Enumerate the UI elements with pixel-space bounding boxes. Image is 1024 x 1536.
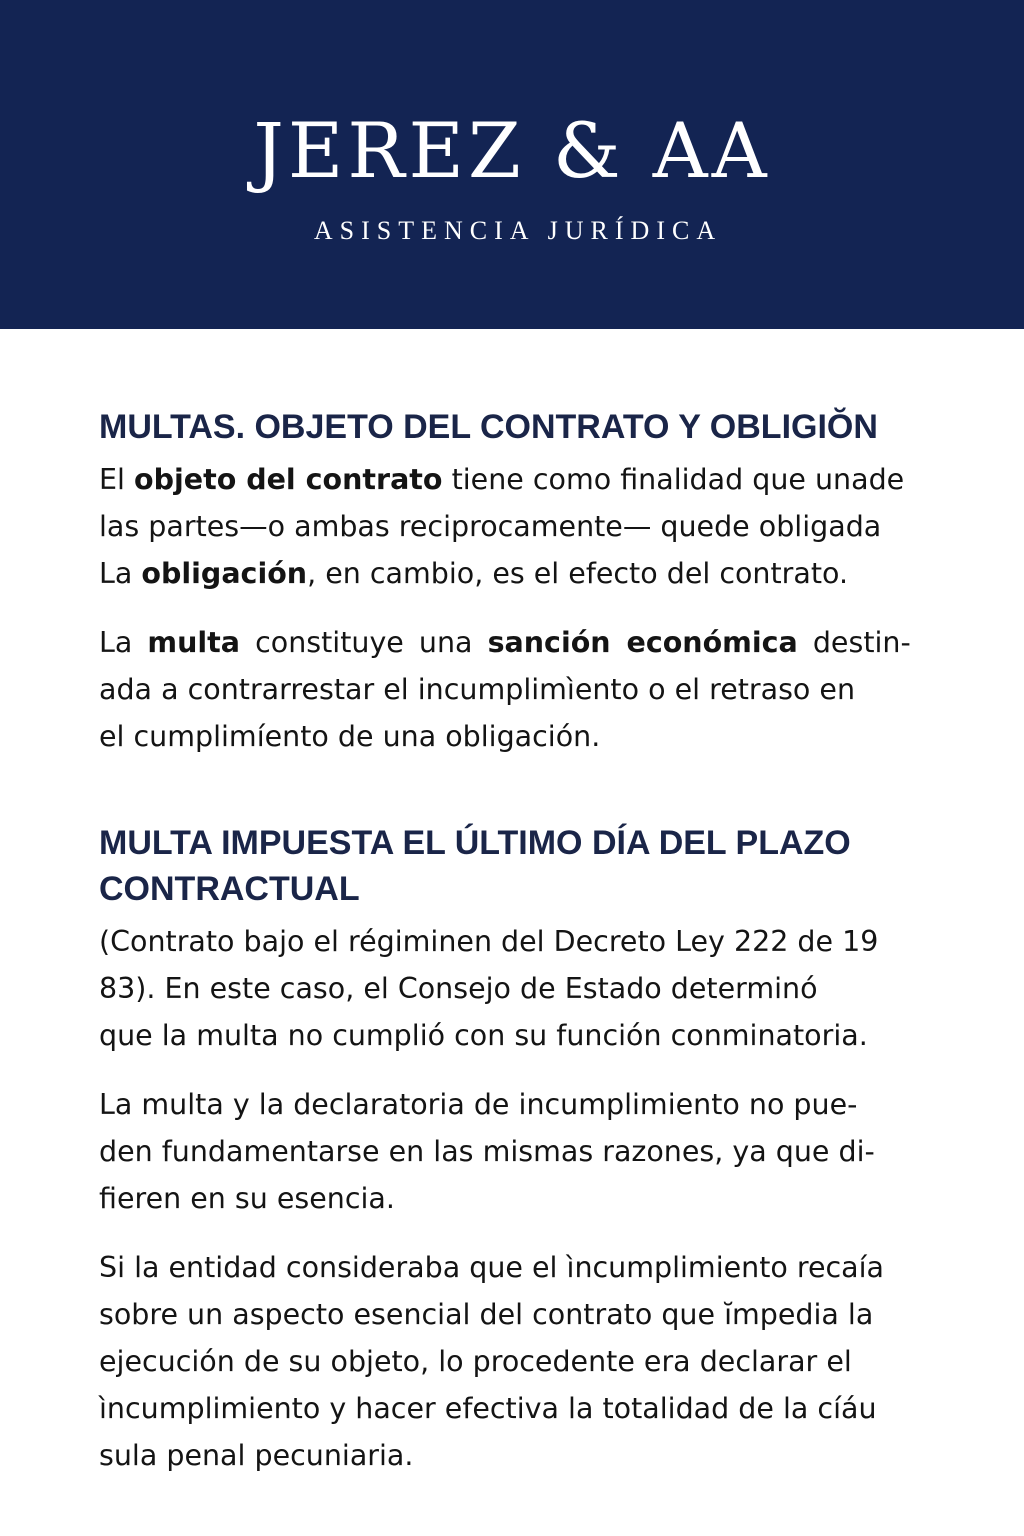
article-body: [99, 404, 939, 1479]
paragraph-line: ada a contrarrestar el incumplimìento o el retraso en: [99, 673, 856, 706]
text-run: , en cambio, es el efecto del contrato.: [307, 557, 849, 590]
paragraph-entidad: [99, 1244, 939, 1479]
heading-line: CONTRACTUAL: [99, 870, 360, 908]
text-run: tiene como finalidad que unade: [442, 463, 905, 496]
firm-tagline: ASISTENCIA JURÍDICA: [313, 216, 723, 245]
bold-term: objeto del contrato: [134, 463, 443, 496]
paragraph-line: La multa y la declaratoria de incumplimiento no pue-: [99, 1088, 858, 1121]
paragraph-line: que la multa no cumplió con su función conminatoria.: [99, 1019, 868, 1052]
paragraph-contrato: [99, 918, 939, 1059]
bold-term: obligación: [141, 557, 308, 590]
section-heading-multas: MULTAS. OBJETO DEL CONTRATO Y OBLIGIŎN: [99, 408, 878, 446]
text-run: El: [99, 463, 134, 496]
paragraph-line: sula penal pecuniaria.: [99, 1439, 414, 1472]
text-run: destin-: [797, 626, 911, 659]
heading-line: MULTA IMPUESTA EL ÚLTIMO DÍA DEL PLAZO: [99, 824, 851, 862]
paragraph-line: ìncumplimiento y hacer efectiva la totalidad de la cíáu: [99, 1392, 877, 1425]
paragraph-line: ejecución de su objeto, lo procedente era declarar el: [99, 1345, 852, 1378]
text-run: La: [99, 557, 142, 590]
paragraph-declaratoria: [99, 1081, 939, 1222]
paragraph-line: [99, 456, 939, 503]
paragraph-line: [99, 619, 939, 666]
paragraph-line: el cumplimíento de una obligación.: [99, 720, 601, 753]
bold-term: sanción económica: [487, 626, 798, 659]
paragraph-objeto: [99, 456, 939, 597]
bold-term: multa: [147, 626, 241, 659]
paragraph-line: fieren en su esencia.: [99, 1182, 395, 1215]
brand-header: [0, 0, 1024, 329]
paragraph-line: Si la entidad consideraba que el ìncumplimiento recaía: [99, 1251, 885, 1284]
paragraph-multa: [99, 619, 939, 760]
paragraph-line: [99, 550, 939, 597]
paragraph-line: den fundamentarse en las mismas razones, ya que di-: [99, 1135, 875, 1168]
text-run: constituye una: [240, 626, 488, 659]
paragraph-line: (Contrato bajo el régiminen del Decreto Ley 222 de 19: [99, 925, 879, 958]
firm-name: JEREZ & AA: [253, 106, 771, 195]
section-heading-multa-impuesta: [99, 820, 939, 912]
text-run: La: [99, 626, 148, 659]
paragraph-line: las partes—o ambas reciprocamente— quede obligada: [99, 510, 882, 543]
paragraph-line: 83). En este caso, el Consejo de Estado determinó: [99, 972, 818, 1005]
paragraph-line: sobre un aspecto esencial del contrato que ĭmpedia la: [99, 1298, 874, 1331]
